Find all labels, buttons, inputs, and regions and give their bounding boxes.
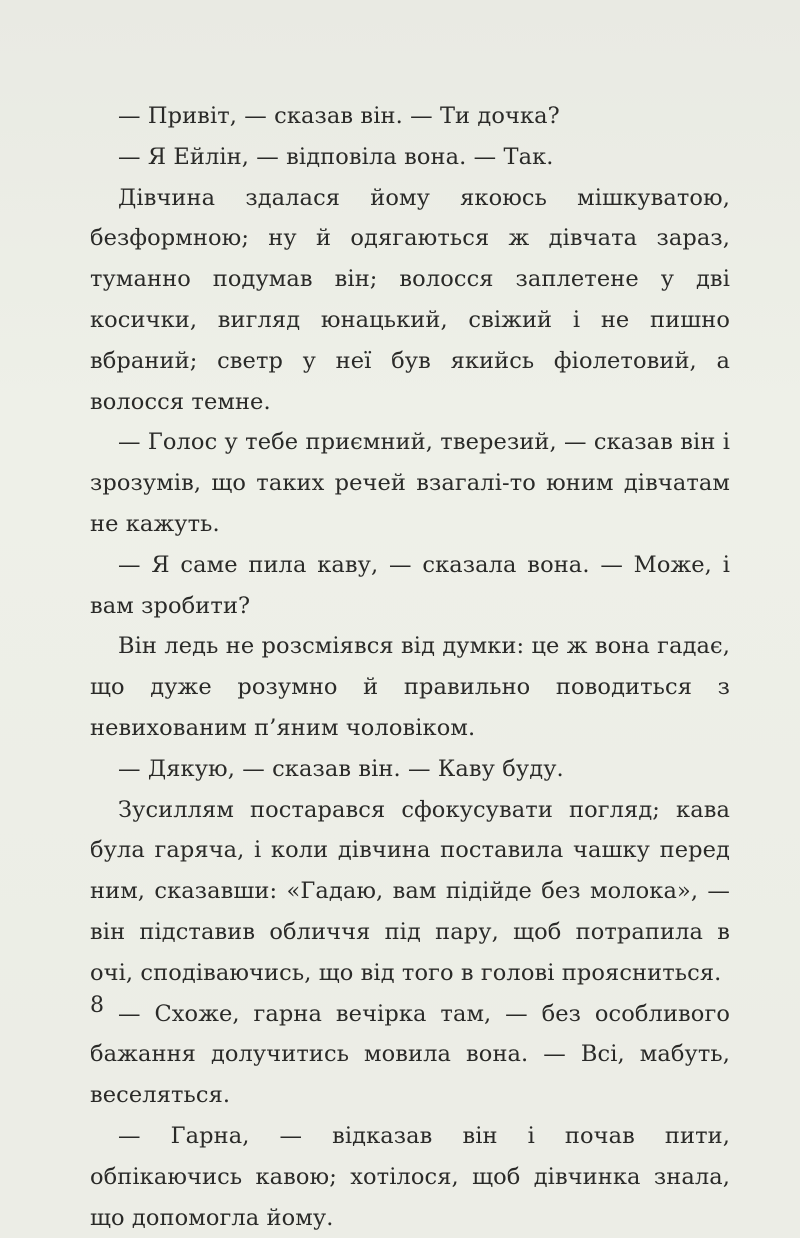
paragraph-5: — Я саме пила каву, — сказала вона. — Може, і вам зробити? — [90, 551, 730, 619]
paragraph-1: — Привіт, — сказав він. — Ти дочка? — [118, 103, 560, 129]
paragraph-7: — Дякую, — сказав він. — Каву буду. — [118, 755, 564, 782]
page-number: 8 — [90, 993, 104, 1018]
paragraph-4: — Голос у тебе приємний, тверезий, — сказав він і зрозумів, що таких речей взагалі-то юним дівчатам не кажуть. — [90, 429, 730, 537]
paragraph-9: — Схоже, гарна вечірка там, — без особливого бажання долучитись мовила вона. — Всі, мабуть, веселяться. — [90, 1000, 730, 1109]
body-text — [90, 96, 730, 1238]
paragraph-10: — Гарна, — відказав він і почав пити, обпікаючись кавою; хотілося, щоб дівчинка знала, що допомогла йому. — [90, 1122, 730, 1231]
paragraph-6: Він ледь не розсміявся від думки: це ж вона гадає, що дуже розумно й правильно поводиться з невихованим п’яним чоловіком. — [90, 633, 730, 741]
paragraph-2: — Я Ейлін, — відповіла вона. — Так. — [118, 143, 554, 170]
paragraph-8: Зусиллям постарався сфокусувати погляд; кава була гаряча, і коли дівчина поставила чашку перед ним, сказавши: «Гадаю, вам підійде без молока», — він підставив обличчя під пару, щоб потрапила в очі, сподіваючись, що від того в голові проясниться. — [90, 796, 730, 986]
paragraph-3: Дівчина здалася йому якоюсь мішкуватою, безформною; ну й одягаються ж дівчата зараз, туманно подумав він; волосся заплетене у дві косички, вигляд юнацький, свіжий і не пишно вбраний; светр у неї був якийсь фіолетовий, а волосся темне. — [90, 184, 730, 415]
